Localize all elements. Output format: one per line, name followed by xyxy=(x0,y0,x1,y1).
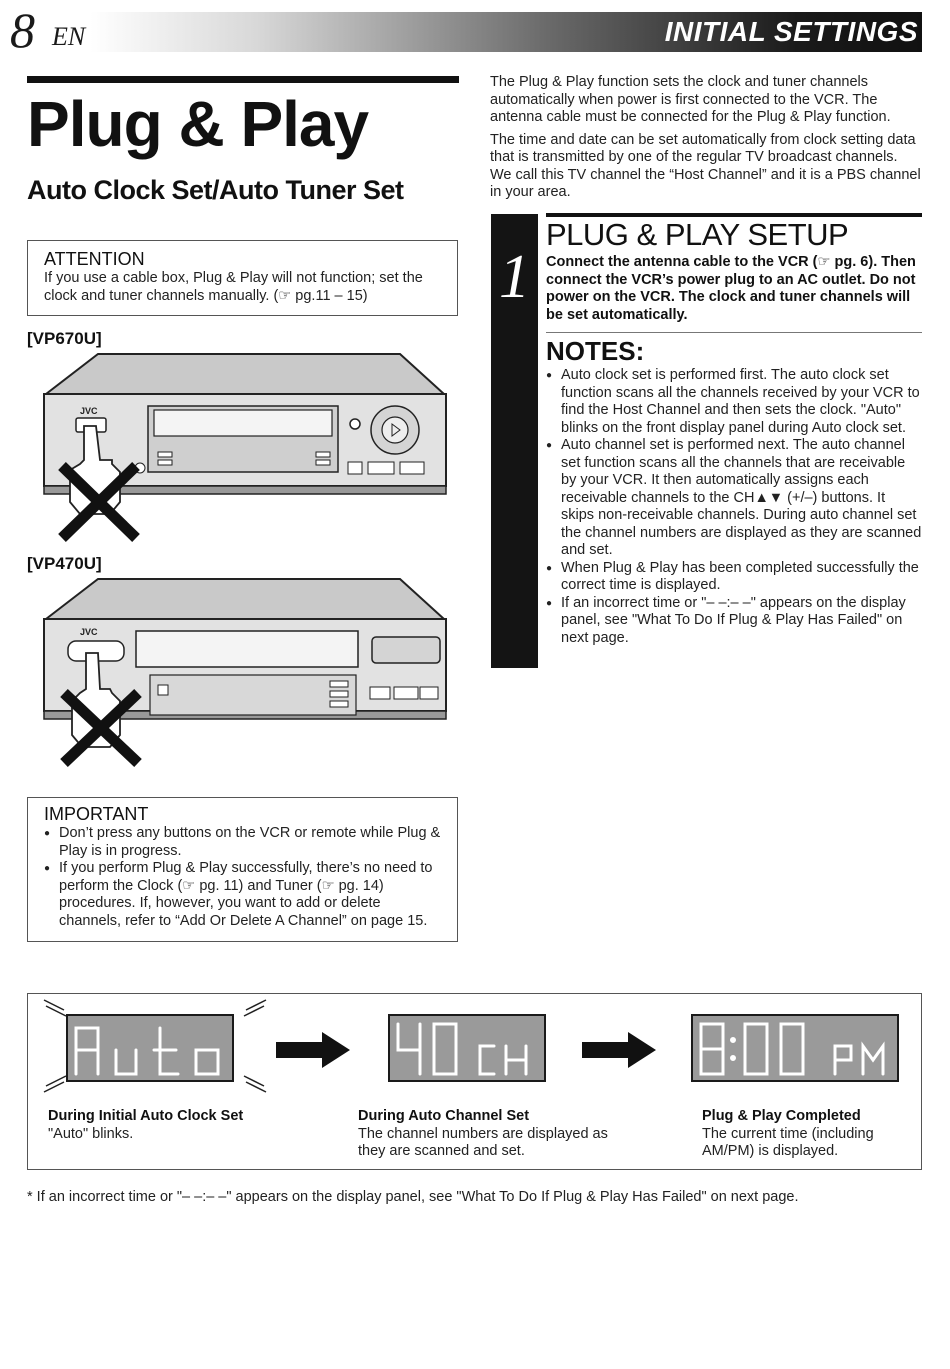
important-title: IMPORTANT xyxy=(44,804,149,824)
lcd-segments-auto xyxy=(68,1016,232,1080)
model-label-vp470u: [VP470U] xyxy=(27,554,102,573)
caption-title: During Auto Channel Set xyxy=(358,1108,530,1124)
caption-completed xyxy=(702,1108,912,1161)
page-header xyxy=(0,0,950,62)
setup-instructions: Connect the antenna cable to the VCR (☞ pg. 6). Then connect the VCR’s power plug to an AC outlet. Do not power on the VCR. The clock and tuner channels will be set automatically. xyxy=(546,254,916,323)
important-item: ● If you perform Plug & Play successfully, there’s no need to perform the Clock (☞ pg. 11) and Tuner (☞ pg. 14) procedures. If, however, you want to add or delete channels, refer to “Add Or Delete A Channel” on page 15. xyxy=(44,860,441,930)
arrow-right-icon xyxy=(582,1030,658,1070)
caption-auto-channel xyxy=(358,1108,618,1161)
caption-title: During Initial Auto Clock Set xyxy=(48,1108,244,1124)
caption-text: The channel numbers are displayed as they are scanned and set. xyxy=(358,1125,608,1159)
attention-text: If you use a cable box, Plug & Play will not function; set the clock and tuner channels manually. (☞ pg.11 – 15) xyxy=(44,270,423,304)
page-subtitle: Auto Clock Set/Auto Tuner Set xyxy=(27,175,404,205)
notes-list xyxy=(546,367,922,647)
page-number: 8 xyxy=(10,2,35,58)
title-rule xyxy=(27,76,459,83)
display-sequence-panel xyxy=(27,993,922,1170)
vcr-brand-logo: JVC xyxy=(80,406,98,416)
model-label-vp670u: [VP670U] xyxy=(27,329,102,348)
lcd-segments-time xyxy=(693,1016,897,1080)
vcr-brand-logo-2: JVC xyxy=(80,627,98,637)
attention-box xyxy=(27,240,458,316)
vcr-vp470u-illustration xyxy=(40,577,450,767)
notes-title: NOTES: xyxy=(546,336,645,366)
note-item: ● When Plug & Play has been completed successfully the correct time is displayed. xyxy=(546,560,922,595)
step-number: 1 xyxy=(499,243,530,311)
note-item: ● Auto clock set is performed first. The auto clock set function scans all the channels received by your VCR to find the Host Channel and then sets the clock. "Auto" blinks on the front display panel during Auto clock set. xyxy=(546,367,922,437)
section-title: INITIAL SETTINGS xyxy=(664,16,918,47)
lcd-display-time xyxy=(691,1014,899,1082)
page-language: EN xyxy=(52,22,86,51)
caption-auto-clock xyxy=(48,1108,348,1143)
intro-text xyxy=(490,74,922,207)
setup-title: PLUG & PLAY SETUP xyxy=(546,217,849,252)
lcd-display-auto xyxy=(66,1014,234,1082)
intro-paragraph-2: The time and date can be set automatically from clock setting data that is transmitted by one of the regular TV broadcast channels. We call this TV channel the “Host Channel” and it is a PBS channel in your area. xyxy=(490,131,921,200)
intro-paragraph-1: The Plug & Play function sets the clock and tuner channels automatically when power is first connected to the VCR. The antenna cable must be connected for the Plug & Play function. xyxy=(490,74,891,125)
lcd-segments-channel xyxy=(390,1016,544,1080)
notes-divider xyxy=(546,332,922,333)
caption-text: The current time (including AM/PM) is displayed. xyxy=(702,1125,874,1159)
arrow-right-icon xyxy=(276,1030,352,1070)
note-item: ● If an incorrect time or "– –:– –" appears on the display panel, see "What To Do If Plug & Play Has Failed" on next page. xyxy=(546,595,922,648)
caption-text: "Auto" blinks. xyxy=(48,1125,134,1142)
page-title: Plug & Play xyxy=(27,88,369,160)
lcd-display-channel xyxy=(388,1014,546,1082)
important-list xyxy=(44,825,441,930)
footnote: * If an incorrect time or "– –:– –" appears on the display panel, see "What To Do If Plug & Play Has Failed" on next page. xyxy=(27,1189,799,1205)
note-item: ● Auto channel set is performed next. The auto channel set function scans all the channels that are receivable by your VCR. It then automatically assigns each receivable channels to the CH▲▼ (+/–) buttons. It skips non-receivable channels. During auto channel set the channel numbers are displayed as they are scanned and set. xyxy=(546,437,922,560)
caption-title: Plug & Play Completed xyxy=(702,1108,861,1124)
attention-title: ATTENTION xyxy=(44,249,145,269)
vcr-vp670u-illustration xyxy=(40,352,450,542)
important-box xyxy=(27,797,458,942)
important-item: ● Don’t press any buttons on the VCR or remote while Plug & Play is in progress. xyxy=(44,825,441,860)
